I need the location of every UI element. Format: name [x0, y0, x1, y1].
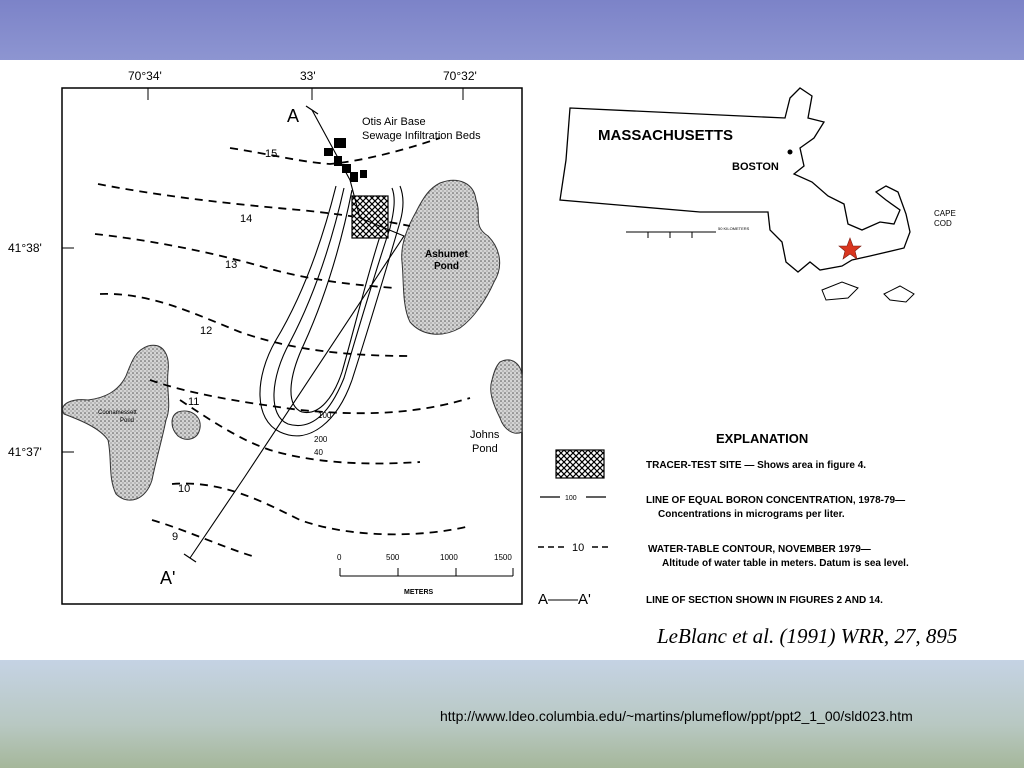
scale-tick: 0: [337, 553, 342, 562]
pond-label: Pond: [434, 261, 459, 272]
section-line: [190, 110, 404, 558]
city-label: BOSTON: [732, 161, 779, 173]
coonamessett-pond: [63, 345, 169, 500]
legend-text: WATER-TABLE CONTOUR, NOVEMBER 1979—: [648, 544, 871, 555]
scale-unit: METERS: [404, 589, 434, 596]
latitude-label: 41°38': [8, 241, 42, 255]
massachusetts-outline: [560, 88, 910, 272]
legend-symbol-label: 100: [565, 495, 577, 502]
longitude-label: 70°32': [443, 69, 477, 83]
contour-label: 10: [178, 483, 191, 495]
nantucket: [884, 286, 914, 302]
pond-label: Coonamessett: [98, 410, 137, 416]
legend-symbol-label: 10: [572, 542, 585, 554]
boron-label: 40: [314, 448, 323, 457]
contour-label: 13: [225, 259, 238, 271]
scale-tick: 500: [386, 553, 400, 562]
source-label: Sewage Infiltration Beds: [362, 130, 481, 142]
longitude-label: 70°34': [128, 69, 162, 83]
tracer-test-site: [352, 196, 388, 238]
legend-text: LINE OF EQUAL BORON CONCENTRATION, 1978-79—: [646, 495, 906, 506]
section-label-a-prime: A': [160, 568, 176, 588]
contour-label: 14: [240, 213, 253, 225]
inset-scale-label: 50 KILOMETERS: [718, 226, 750, 231]
legend-text: LINE OF SECTION SHOWN IN FIGURES 2 AND 14.: [646, 595, 883, 606]
scale-tick: 1500: [494, 553, 512, 562]
citation: LeBlanc et al. (1991) WRR, 27, 895: [657, 624, 958, 648]
scale-tick: 1000: [440, 553, 458, 562]
section-label-a: A: [287, 106, 300, 126]
explanation-title: EXPLANATION: [716, 431, 809, 446]
johns-pond: [491, 360, 522, 433]
contour-label: 12: [200, 325, 213, 337]
source-label: Otis Air Base: [362, 116, 426, 128]
pond-label: Pond: [120, 418, 135, 424]
pond-label: Johns: [470, 429, 500, 441]
marthas-vineyard: [822, 282, 858, 300]
legend-section-symbol: A——A': [538, 591, 591, 608]
boston-dot: [788, 150, 793, 155]
source-url[interactable]: http://www.ldeo.columbia.edu/~martins/plumeflow/ppt/ppt2_1_00/sld023.htm: [440, 708, 913, 724]
legend-text: TRACER-TEST SITE — Shows area in figure 4.: [646, 460, 867, 471]
cape-label: COD: [934, 219, 952, 228]
inset-scale-bar: [626, 232, 716, 238]
legend-text: Altitude of water table in meters. Datum is sea level.: [662, 558, 909, 569]
cape-label: CAPE: [934, 209, 956, 218]
boron-label: 200: [314, 435, 328, 444]
pond-label: Pond: [472, 443, 498, 455]
longitude-label: 33': [300, 69, 316, 83]
map-scale-bar: [340, 568, 513, 576]
small-pond: [172, 411, 200, 439]
pond-label: Ashumet: [425, 249, 468, 260]
boron-label: 100: [318, 411, 332, 420]
state-label: MASSACHUSETTS: [598, 127, 734, 144]
contour-label: 15: [265, 148, 278, 160]
latitude-label: 41°37': [8, 445, 42, 459]
legend-tracer-symbol: [556, 450, 604, 478]
contour-label: 11: [188, 396, 200, 408]
contour-label: 9: [172, 531, 179, 543]
legend-text: Concentrations in micrograms per liter.: [658, 509, 845, 520]
